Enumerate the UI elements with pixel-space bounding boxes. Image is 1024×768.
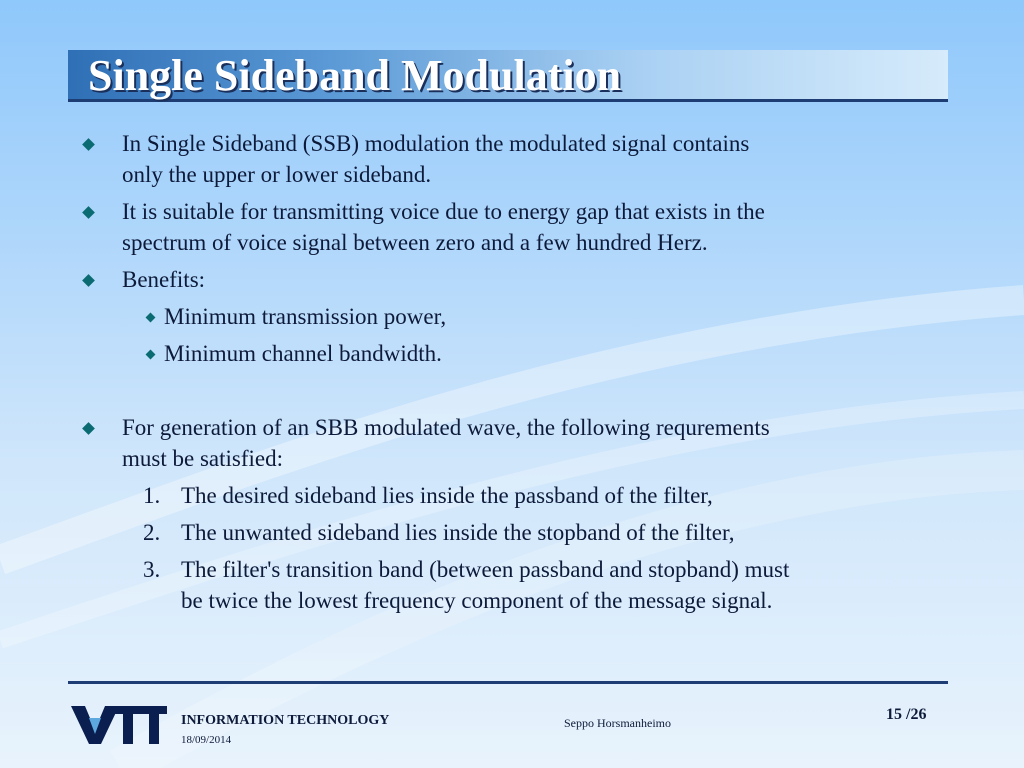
footer-date: 18/09/2014 xyxy=(181,734,232,746)
requirement-1-line-1: The desired sideband lies inside the passband of the filter, xyxy=(181,483,713,508)
slide-title: Single Sideband Modulation xyxy=(88,51,622,100)
footer-department: INFORMATION TECHNOLOGY xyxy=(181,713,390,728)
requirement-3-line-1: The filter's transition band (between passband and stopband) must xyxy=(181,557,790,582)
generation-line-1: For generation of an SBB modulated wave, the following requrements xyxy=(122,415,770,440)
requirement-3-line-2: be twice the lowest frequency component of the message signal. xyxy=(181,588,773,613)
sub-bullet-diamond-icon xyxy=(146,313,156,323)
bullet-diamond-icon xyxy=(82,422,95,435)
bullet-3-line-1: Benefits: xyxy=(122,267,206,292)
sub-bullet-2: Minimum channel bandwidth. xyxy=(164,341,442,366)
bullet-diamond-icon xyxy=(82,206,95,219)
footer-author: Seppo Horsmanheimo xyxy=(564,716,671,730)
requirement-2-number: 2. xyxy=(143,520,161,545)
sub-bullet-1: Minimum transmission power, xyxy=(164,304,447,329)
bullet-diamond-icon xyxy=(82,138,95,151)
bullet-1-line-1: In Single Sideband (SSB) modulation the modulated signal contains xyxy=(122,131,750,156)
generation-line-2: must be satisfied: xyxy=(122,446,283,471)
page-number: 15 /26 xyxy=(886,706,927,723)
sub-bullet-diamond-icon xyxy=(146,350,156,360)
bullet-2-line-1: It is suitable for transmitting voice due to energy gap that exists in the xyxy=(122,199,765,224)
bullet-2-line-2: spectrum of voice signal between zero and a few hundred Herz. xyxy=(122,230,708,255)
requirement-1-number: 1. xyxy=(143,483,161,508)
bullet-1-line-2: only the upper or lower sideband. xyxy=(122,162,432,187)
footer-rule xyxy=(68,681,948,684)
bullet-diamond-icon xyxy=(82,274,95,287)
requirement-2-line-1: The unwanted sideband lies inside the stopband of the filter, xyxy=(181,520,735,545)
vtt-logo xyxy=(71,700,167,746)
requirement-3-number: 3. xyxy=(143,557,161,582)
